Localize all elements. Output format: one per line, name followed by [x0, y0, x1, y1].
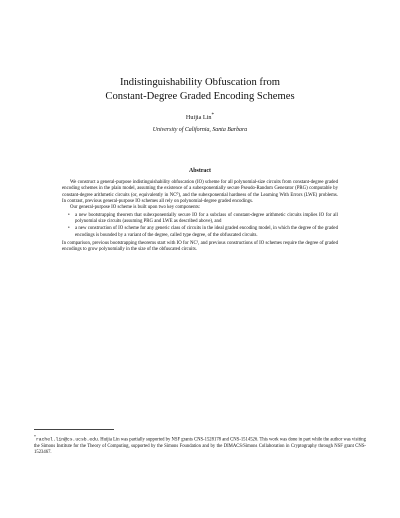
- abstract-paragraph-1: We construct a general-purpose indistinguishability obfuscation (IO) scheme for all polynomial-size circuits from constant-degree graded encoding schemes in the plain model, assuming the existence of a subexponentially secure Pseudo-Random Generator (PRG) computable by constant-degree arithmetic circuits (or, equivalently in NC⁰), and the subexponential hardness of the Learning With Errors (LWE) problems. In contrast, previous general-purpose IO schemes all rely on polynomial-degree graded encodings.: [62, 180, 338, 205]
- abstract-paragraph-2: Our general-purpose IO scheme is built upon two key components:: [70, 205, 201, 211]
- footnote-divider: [34, 429, 114, 430]
- abstract-body: [62, 180, 338, 254]
- footnote: [34, 434, 366, 456]
- abstract-heading: Abstract: [189, 168, 211, 174]
- title-line-2: Constant-Degree Graded Encoding Schemes: [105, 91, 295, 102]
- components-list: [62, 213, 338, 239]
- affiliation: University of California, Santa Barbara: [152, 127, 248, 133]
- list-item-construction: • a new construction of IO scheme for any generic class of circuits in the ideal graded encoding model, in which the degree of the graded encodings is bounded by a variant of the degree, called type degree, of the obfuscated circuits.: [75, 226, 338, 239]
- footnote-mark: *: [34, 435, 36, 439]
- footnote-text: . Huijia Lin was partially supported by NSF grants CNS-1528178 and CNS-1514526. This work was done in part while the author was visiting the Simons Institute for the Theory of Computing, supported by the Simons Foundation and by the DIMACS/Simons Collaboration in Cryptography through NSF grant CNS-1523467.: [34, 437, 366, 456]
- author-name: Huijia Lin: [185, 114, 212, 122]
- paper-title: [50, 76, 350, 104]
- abstract-paragraph-3: In comparison, previous bootstrapping theorems start with IO for NC¹, and previous constructions of IO schemes require the degree of graded encodings to grow polynomially in the size of the obfuscated circuits.: [62, 241, 338, 253]
- title-line-1: Indistinguishability Obfuscation from: [119, 77, 281, 88]
- author-line: [60, 112, 340, 121]
- author-footnote-mark: *: [211, 112, 215, 118]
- list-item-bootstrapping: • a new bootstrapping theorem that subexponentially secure IO for a subclass of constant-degree arithmetic circuits implies IO for all polynomial size circuits (assuming PRG and LWE as described above), and: [75, 213, 338, 226]
- footnote-email: rachel.lin@cs.ucsb.edu: [35, 437, 98, 443]
